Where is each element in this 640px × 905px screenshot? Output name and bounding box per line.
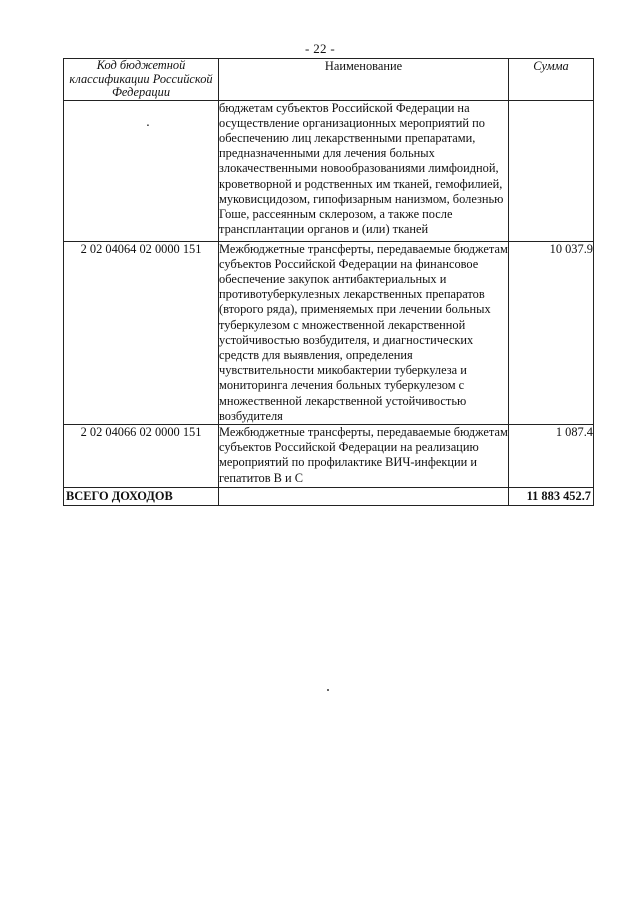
total-name [219, 487, 509, 505]
row-code: 2 02 04064 02 0000 151 [64, 241, 219, 424]
header-name: Наименование [219, 59, 509, 101]
row-code: 2 02 04066 02 0000 151 [64, 424, 219, 487]
scan-speck [327, 689, 329, 691]
total-row [64, 487, 594, 505]
row-sum: 10 037.9 [509, 241, 594, 424]
row-mark: · [145, 118, 151, 134]
row-code-cell [64, 100, 219, 241]
budget-revenue-table [63, 58, 594, 506]
row-sum: 1 087.4 [509, 424, 594, 487]
total-sum: 11 883 452.7 [509, 487, 594, 505]
table-row [64, 424, 594, 487]
header-sum: Сумма [509, 59, 594, 101]
table-row [64, 100, 594, 241]
table-header-row [64, 59, 594, 101]
total-label: ВСЕГО ДОХОДОВ [64, 487, 219, 505]
table-row [64, 241, 594, 424]
page-number: - 22 - [305, 41, 335, 56]
row-name: Межбюджетные трансферты, передаваемые бюджетам субъектов Российской Федерации на финансовое обеспечение закупок антибактериальных и противотуберкулезных лекарственных препаратов (второго ряда), применяемых при лечении больных туберкулезом с множественной лекарственной устойчивостью возбудителя, и диагностических средств для выявления, определения чувствительности микобактерии туберкулеза и мониторинга лечения больных туберкулезом с множественной лекарственной устойчивостью возбудителя [219, 241, 508, 423]
row-name: Межбюджетные трансферты, передаваемые бюджетам субъектов Российской Федерации на реализацию мероприятий по профилактике ВИЧ-инфекции и гепатитов В и С [219, 424, 509, 487]
row-sum [509, 100, 594, 241]
header-code: Код бюджетной классификации Российской Федерации [64, 59, 219, 101]
row-name: бюджетам субъектов Российской Федерации на осуществление организационных мероприятий по обеспечению лиц лекарственными препаратами, предназначенными для лечения больных злокачественными новообразованиями лимфоидной, кроветворной и родственных им тканей, гемофилией, муковисцидозом, гипофизарным нанизмом, болезнью Гоше, рассеянным склерозом, а также после трансплантации органов и (или) тканей [219, 100, 509, 241]
